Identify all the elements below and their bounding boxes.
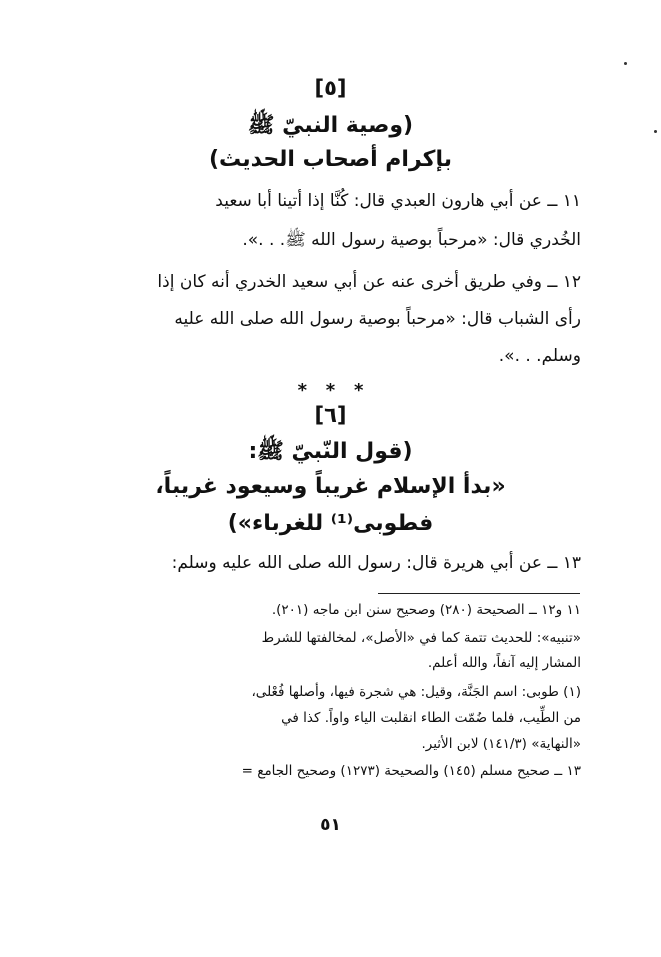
footnote-line: «النهاية» (١٤١/٣) لابن الأثير.	[421, 736, 581, 752]
section-number: [٦]	[314, 403, 347, 427]
hadith-text: ١٢ ــ وفي طريق أخرى عنه عن أبي سعيد الخدري أنه كان إذا	[157, 272, 581, 292]
section-title: (قول النّبيّ ﷺ:	[248, 439, 413, 464]
footnote-line: ١١ و١٢ ــ الصحيحة (٢٨٠) وصحيح سنن ابن ماجه (٢٠١).	[271, 602, 581, 618]
hadith-text: ١١ ــ عن أبي هارون العبدي قال: كُنَّا إذا أتينا أبا سعيد	[215, 191, 581, 211]
footnote-line: من الطِّيب، فلما ضُمّت الطاء انقلبت الياء واواً. كذا في	[281, 710, 581, 726]
footnote-line: المشار إليه آنفاً، والله أعلم.	[427, 655, 581, 671]
hadith-text: رأى الشباب قال: «مرحباً بوصية رسول الله صلى الله عليه	[174, 309, 581, 329]
section-title: بإكرام أصحاب الحديث)	[209, 147, 452, 172]
hadith-text: الخُدري قال: «مرحباً بوصية رسول الله ﷺ. . .».	[242, 230, 581, 250]
footnote-line: (١) طوبى: اسم الجَنَّة، وقيل: هي شجرة فيها، وأصلها فُعْلى،	[251, 684, 581, 700]
margin-mark	[624, 62, 627, 65]
section-title: (وصية النبيّ ﷺ	[247, 113, 414, 138]
footnote-line: ١٣ ــ صحيح مسلم (١٤٥) والصحيحة (١٢٧٣) وصحيح الجامع =	[241, 763, 581, 779]
footnote-line: «تنبيه»: للحديث تتمة كما في «الأصل»، لمخالفتها للشرط	[261, 630, 581, 646]
hadith-text: ١٣ ــ عن أبي هريرة قال: رسول الله صلى الله عليه وسلم:	[171, 553, 581, 573]
section-title: فطوبى⁽¹⁾ للغرباء»)	[227, 511, 434, 536]
section-title: «بدأ الإسلام غريباً وسيعود غريباً،	[155, 474, 506, 499]
hadith-text: وسلم. . .».	[498, 346, 581, 366]
footnote-divider	[378, 593, 580, 594]
section-number: [٥]	[314, 76, 347, 100]
separator-stars: * * *	[297, 380, 364, 401]
page-number: ٥١	[320, 815, 341, 835]
